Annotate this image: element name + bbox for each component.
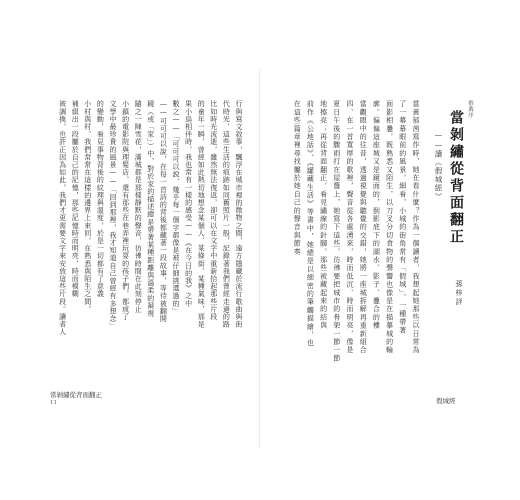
text-column: 小村與村，我們常常在這樣的邊界上來回，在熟悉與陌生之間， xyxy=(83,100,92,313)
text-column: 代時光，這些生活的痕跡如同舊照片一般，記錄著我們曾經走過的路 xyxy=(222,100,231,328)
text-column: 補綴出一段屬於自己的記憶，那些記憶時而明亮、時而模糊 xyxy=(71,100,80,298)
text-column: 被調換，也許正因為如此，我們才更需要文字來安放這些片段。讀者人 xyxy=(58,100,67,336)
text-column: 前作《公地話》、《罐藏生活》等書中，她總是以細密的筆觸描繪，也 xyxy=(306,100,315,348)
text-column: 四、在一首寬厚的歌裡，聲音從各處湧來，時而低沉、時而明亮，像是 xyxy=(346,100,354,355)
text-column: 數之——「可可可以說，幾乎每一個字都像是被仔細挑選過的」 xyxy=(172,100,180,315)
book-spine xyxy=(259,70,260,448)
section-tag: 推薦序 xyxy=(467,100,473,118)
text-column: 當觀眼中的往昔，透過視覺與聽覺的交錯，她將一座城拆解再重新組合 xyxy=(359,100,368,355)
text-column: 文學中最珍貴的風景——「回到那裡，我才知道自己曾經有多想念」 xyxy=(109,100,117,330)
book-title-footer: 假城經 xyxy=(436,397,456,405)
text-column: 行與寫文敘事，飄浮在城市裡的微物之間，遠方隱藏於流行歌曲與街 xyxy=(235,100,243,328)
text-column: 鏡（或「家」）中，對於家的描述總是帶著某種距離與溫柔的凝視 xyxy=(146,100,155,317)
running-head: 當剝繡從背面翻正 xyxy=(50,391,102,399)
text-column: ——可可可以說，在每一首詩的背後都藏著一段故事，等待被翻開 xyxy=(159,100,168,323)
chapter-title: 當剝繡從背面翻正 xyxy=(448,110,464,246)
right-page xyxy=(268,70,488,448)
text-column: 的童年一瞬，曾經如此熱切地想念某個人、某條街、某種氣味，那是 xyxy=(197,100,206,328)
text-column: 在這些篇章裡尋找屬於她自己的聲音與節奏 xyxy=(293,100,302,256)
text-column: 的變動，看見事物背後的紋理與溫度，於是一切都有了意義 xyxy=(96,100,105,298)
text-column: 果小鳥相伴時，我也常有一樣的感受——《在今日的我》之中 xyxy=(184,100,193,308)
text-column: 夏日午後的驟雨打在屋簷上，她寫下這些，彷彿要把城市的骨架一節一節 xyxy=(332,100,341,363)
text-column: 廓。偏偏這座城又是鏡面的，倒影底下的湖水、影子、疊合的樓 xyxy=(372,100,381,330)
text-column: 小鎮的電影院與理髮店，還有那些在巷弄裡玩耍的孩子們，都成了 xyxy=(121,100,130,321)
chapter-subtitle: ——讀《假城經》 xyxy=(434,130,443,201)
text-column: 地擦亮；再從背面翻正，看見繡線的針腳，那些被藏起來的結與 xyxy=(319,100,328,330)
text-column: 面影相疊，既熟悉又陌生，以刀叉分切食物的聲響也像是在描摹城的輪 xyxy=(385,100,394,355)
text-column: 了一幕幕眼前的風景，細看，小城的街角常有「假城」，一種帶著 xyxy=(398,100,407,335)
text-column: 比如時光流逝，雖然無法復返，卻可以在文字中重新拾起那些片段 xyxy=(209,100,218,321)
author-name: 孫梓評 xyxy=(455,280,463,307)
text-column: 當黃郁茜寫作時，她在看什麼？作為一個讀者，我想起她那些以日常為 xyxy=(412,100,420,355)
page-number: 11 xyxy=(50,400,57,406)
left-page xyxy=(34,70,256,448)
text-column: 隨之一陣雪花，滿城都是那樣靜默的聲音，彷彿時間在此刻停止 xyxy=(134,100,143,313)
